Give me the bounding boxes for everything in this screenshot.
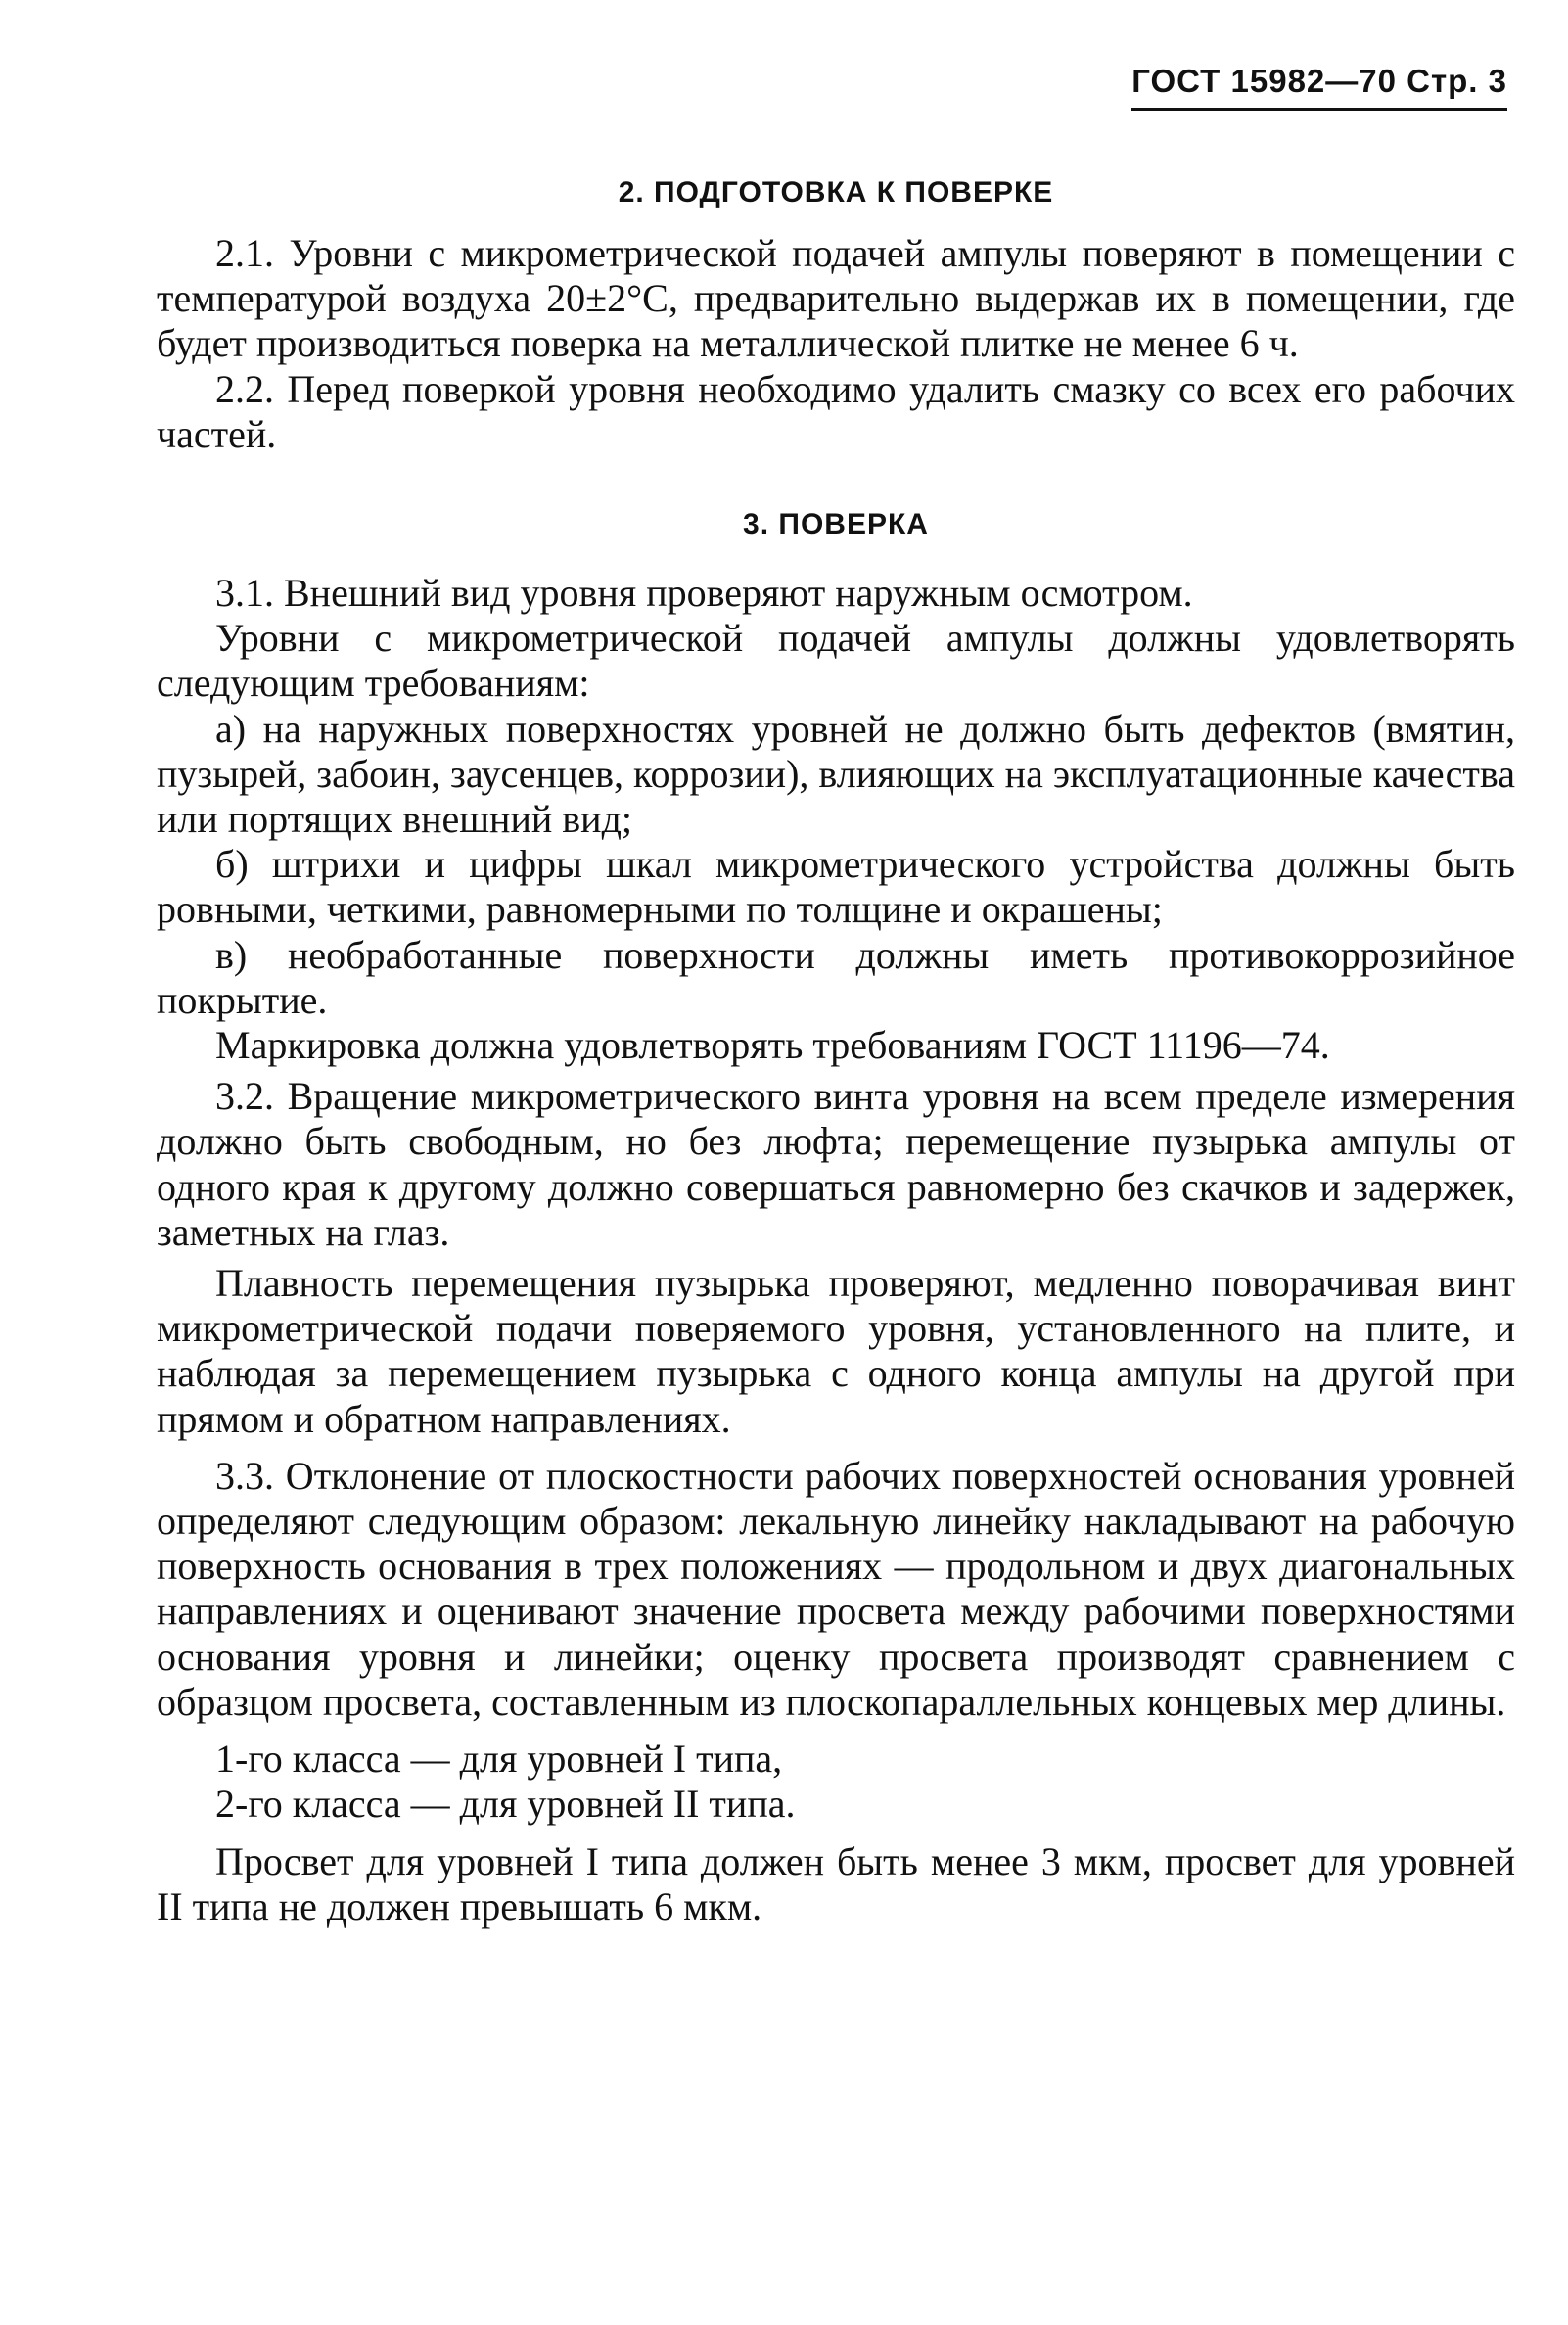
list-item-a: а) на наружных поверхностях уровней не должно быть дефектов (вмятин, пузырей, забоин, заусенцев, коррозии), влияющих на эксплуатационные качества или портящих внешний вид;	[157, 706, 1515, 842]
paragraph-2-1: 2.1. Уровни с микрометрической подачей ампулы поверяют в помещении с температурой воздуха 20±2°С, предварительно выдержав их в помещении, где будет производиться поверка на металлической плитке не менее 6 ч.	[157, 231, 1515, 366]
list-item-b: б) штрихи и цифры шкал микрометрического устройства должны быть ровными, четкими, равномерными по толщине и окрашены;	[157, 842, 1515, 932]
paragraph-smoothness: Плавность перемещения пузырька проверяют, медленно поворачивая винт микрометрической подачи поверяемого уровня, установленного на плите, и наблюдая за перемещением пузырька с одного конца ампулы на другой при прямом и обратном направлениях.	[157, 1261, 1515, 1441]
list-item-v: в) необработанные поверхности должны иметь противокоррозийное покрытие.	[157, 932, 1515, 1022]
document-body	[157, 166, 1515, 1930]
paragraph-3-3: 3.3. Отклонение от плоскостности рабочих поверхностей основания уровней определяют следующим образом: лекальную линейку накладывают на рабочую поверхность основания в трех положениях — продольном и двух диагональных направлениях и оценивают значение просвета между рабочими поверхностями основания уровня и линейки; оценку просвета производят сравнением с образцом просвета, составленным из плоскопараллельных концевых мер длины.	[157, 1453, 1515, 1724]
paragraph-2-2: 2.2. Перед поверкой уровня необходимо удалить смазку со всех его рабочих частей.	[157, 366, 1515, 456]
section-2-title: 2. ПОДГОТОВКА К ПОВЕРКЕ	[618, 176, 1054, 209]
class-2-line: 2-го класса — для уровней II типа.	[215, 1782, 796, 1827]
page-header: ГОСТ 15982—70 Стр. 3	[1131, 63, 1507, 111]
paragraph-gap-tolerance: Просвет для уровней I типа должен быть менее 3 мкм, просвет для уровней II типа не должен превышать 6 мкм.	[157, 1838, 1515, 1929]
paragraph-3-1: 3.1. Внешний вид уровня проверяют наружным осмотром.	[215, 571, 1193, 616]
section-3-title: 3. ПОВЕРКА	[743, 508, 929, 541]
paragraph-marking: Маркировка должна удовлетворять требованиям ГОСТ 11196—74.	[215, 1023, 1330, 1068]
paragraph-requirements-intro: Уровни с микрометрической подачей ампулы должны удовлетворять следующим требованиям:	[157, 616, 1515, 706]
class-1-line: 1-го класса — для уровней I типа,	[215, 1737, 783, 1782]
paragraph-3-2: 3.2. Вращение микрометрического винта уровня на всем пределе измерения должно быть свободным, но без люфта; перемещение пузырька ампулы от одного края к другому должно совершаться равномерно без скачков и задержек, заметных на глаз.	[157, 1074, 1515, 1254]
